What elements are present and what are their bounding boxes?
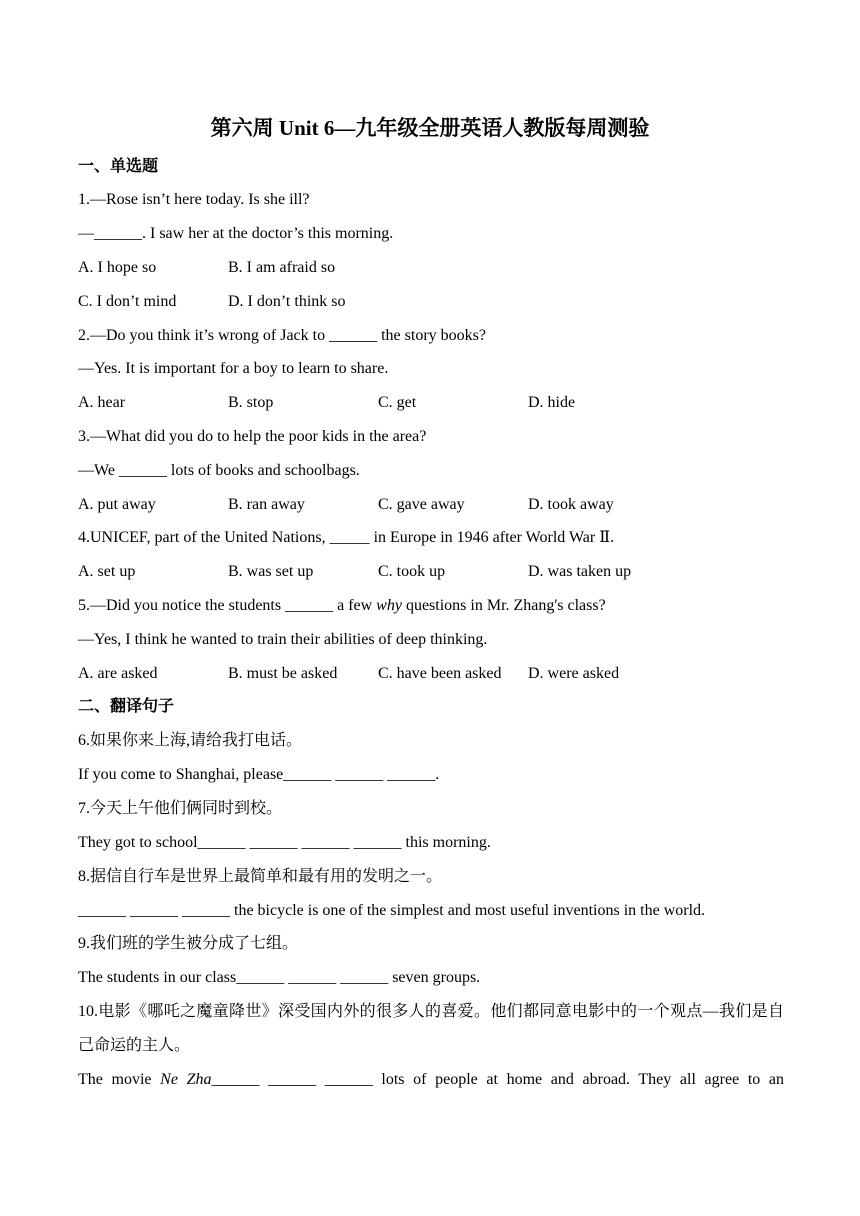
emphasis-why: why xyxy=(376,597,402,614)
option-d: D. was taken up xyxy=(528,563,632,580)
question-10-chinese: 10.电影《哪吒之魔童降世》深受国内外的很多人的喜爱。他们都同意电影中的一个观点—我们是自己命运的主人。 xyxy=(78,1003,784,1054)
option-b: B. was set up xyxy=(228,563,314,580)
question-9-chinese: 9.我们班的学生被分成了七组。 xyxy=(78,935,299,952)
question-6-english: If you come to Shanghai, please______ ______ ______. xyxy=(78,766,440,783)
option-b: B. must be asked xyxy=(228,665,338,682)
question-5-stem: 5.—Did you notice the students ______ a few why questions in Mr. Zhang's class? xyxy=(78,597,606,614)
option-b: B. ran away xyxy=(228,496,305,513)
option-a: A. I hope so xyxy=(78,259,157,276)
question-1-stem: 1.—Rose isn’t here today. Is she ill? xyxy=(78,191,310,208)
option-b: B. I am afraid so xyxy=(228,259,336,276)
section-heading-translation: 二、翻译句子 xyxy=(78,698,175,715)
emphasis-ne-zha: Ne Zha xyxy=(160,1071,212,1088)
option-a: A. set up xyxy=(78,563,136,580)
option-c: C. get xyxy=(378,394,417,411)
question-2-line2: —Yes. It is important for a boy to learn to share. xyxy=(78,360,389,377)
question-3-line2: —We ______ lots of books and schoolbags. xyxy=(78,462,360,479)
option-c: C. I don’t mind xyxy=(78,293,177,310)
option-d: D. hide xyxy=(528,394,576,411)
option-c: C. took up xyxy=(378,563,446,580)
question-8-chinese: 8.据信自行车是世界上最简单和最有用的发明之一。 xyxy=(78,868,443,885)
page-title: 第六周 Unit 6—九年级全册英语人教版每周测验 xyxy=(210,116,650,140)
option-d: D. took away xyxy=(528,496,614,513)
option-a: A. put away xyxy=(78,496,156,513)
question-6-chinese: 6.如果你来上海,请给我打电话。 xyxy=(78,732,303,749)
question-4-stem: 4.UNICEF, part of the United Nations, _____ in Europe in 1946 after World War Ⅱ. xyxy=(78,529,615,546)
option-a: A. are asked xyxy=(78,665,158,682)
question-9-english: The students in our class______ ______ ______ seven groups. xyxy=(78,969,481,986)
option-b: B. stop xyxy=(228,394,274,411)
question-3-stem: 3.—What did you do to help the poor kids in the area? xyxy=(78,428,427,445)
question-7-chinese: 7.今天上午他们俩同时到校。 xyxy=(78,800,283,817)
option-c: C. gave away xyxy=(378,496,465,513)
question-2-stem: 2.—Do you think it’s wrong of Jack to ______ the story books? xyxy=(78,327,486,344)
question-10-english: The movie Ne Zha______ ______ ______ lots of people at home and abroad. They all agree to an xyxy=(78,1071,785,1088)
question-5-line2: —Yes, I think he wanted to train their abilities of deep thinking. xyxy=(78,631,488,648)
question-8-english: ______ ______ ______ the bicycle is one of the simplest and most useful inventions in the world. xyxy=(78,902,706,919)
option-d: D. were asked xyxy=(528,665,620,682)
option-a: A. hear xyxy=(78,394,126,411)
section-heading-single-choice: 一、单选题 xyxy=(78,158,159,175)
question-7-english: They got to school______ ______ ______ ______ this morning. xyxy=(78,834,491,851)
option-c: C. have been asked xyxy=(378,665,502,682)
option-d: D. I don’t think so xyxy=(228,293,346,310)
question-1-line2: —______. I saw her at the doctor’s this morning. xyxy=(78,225,394,242)
